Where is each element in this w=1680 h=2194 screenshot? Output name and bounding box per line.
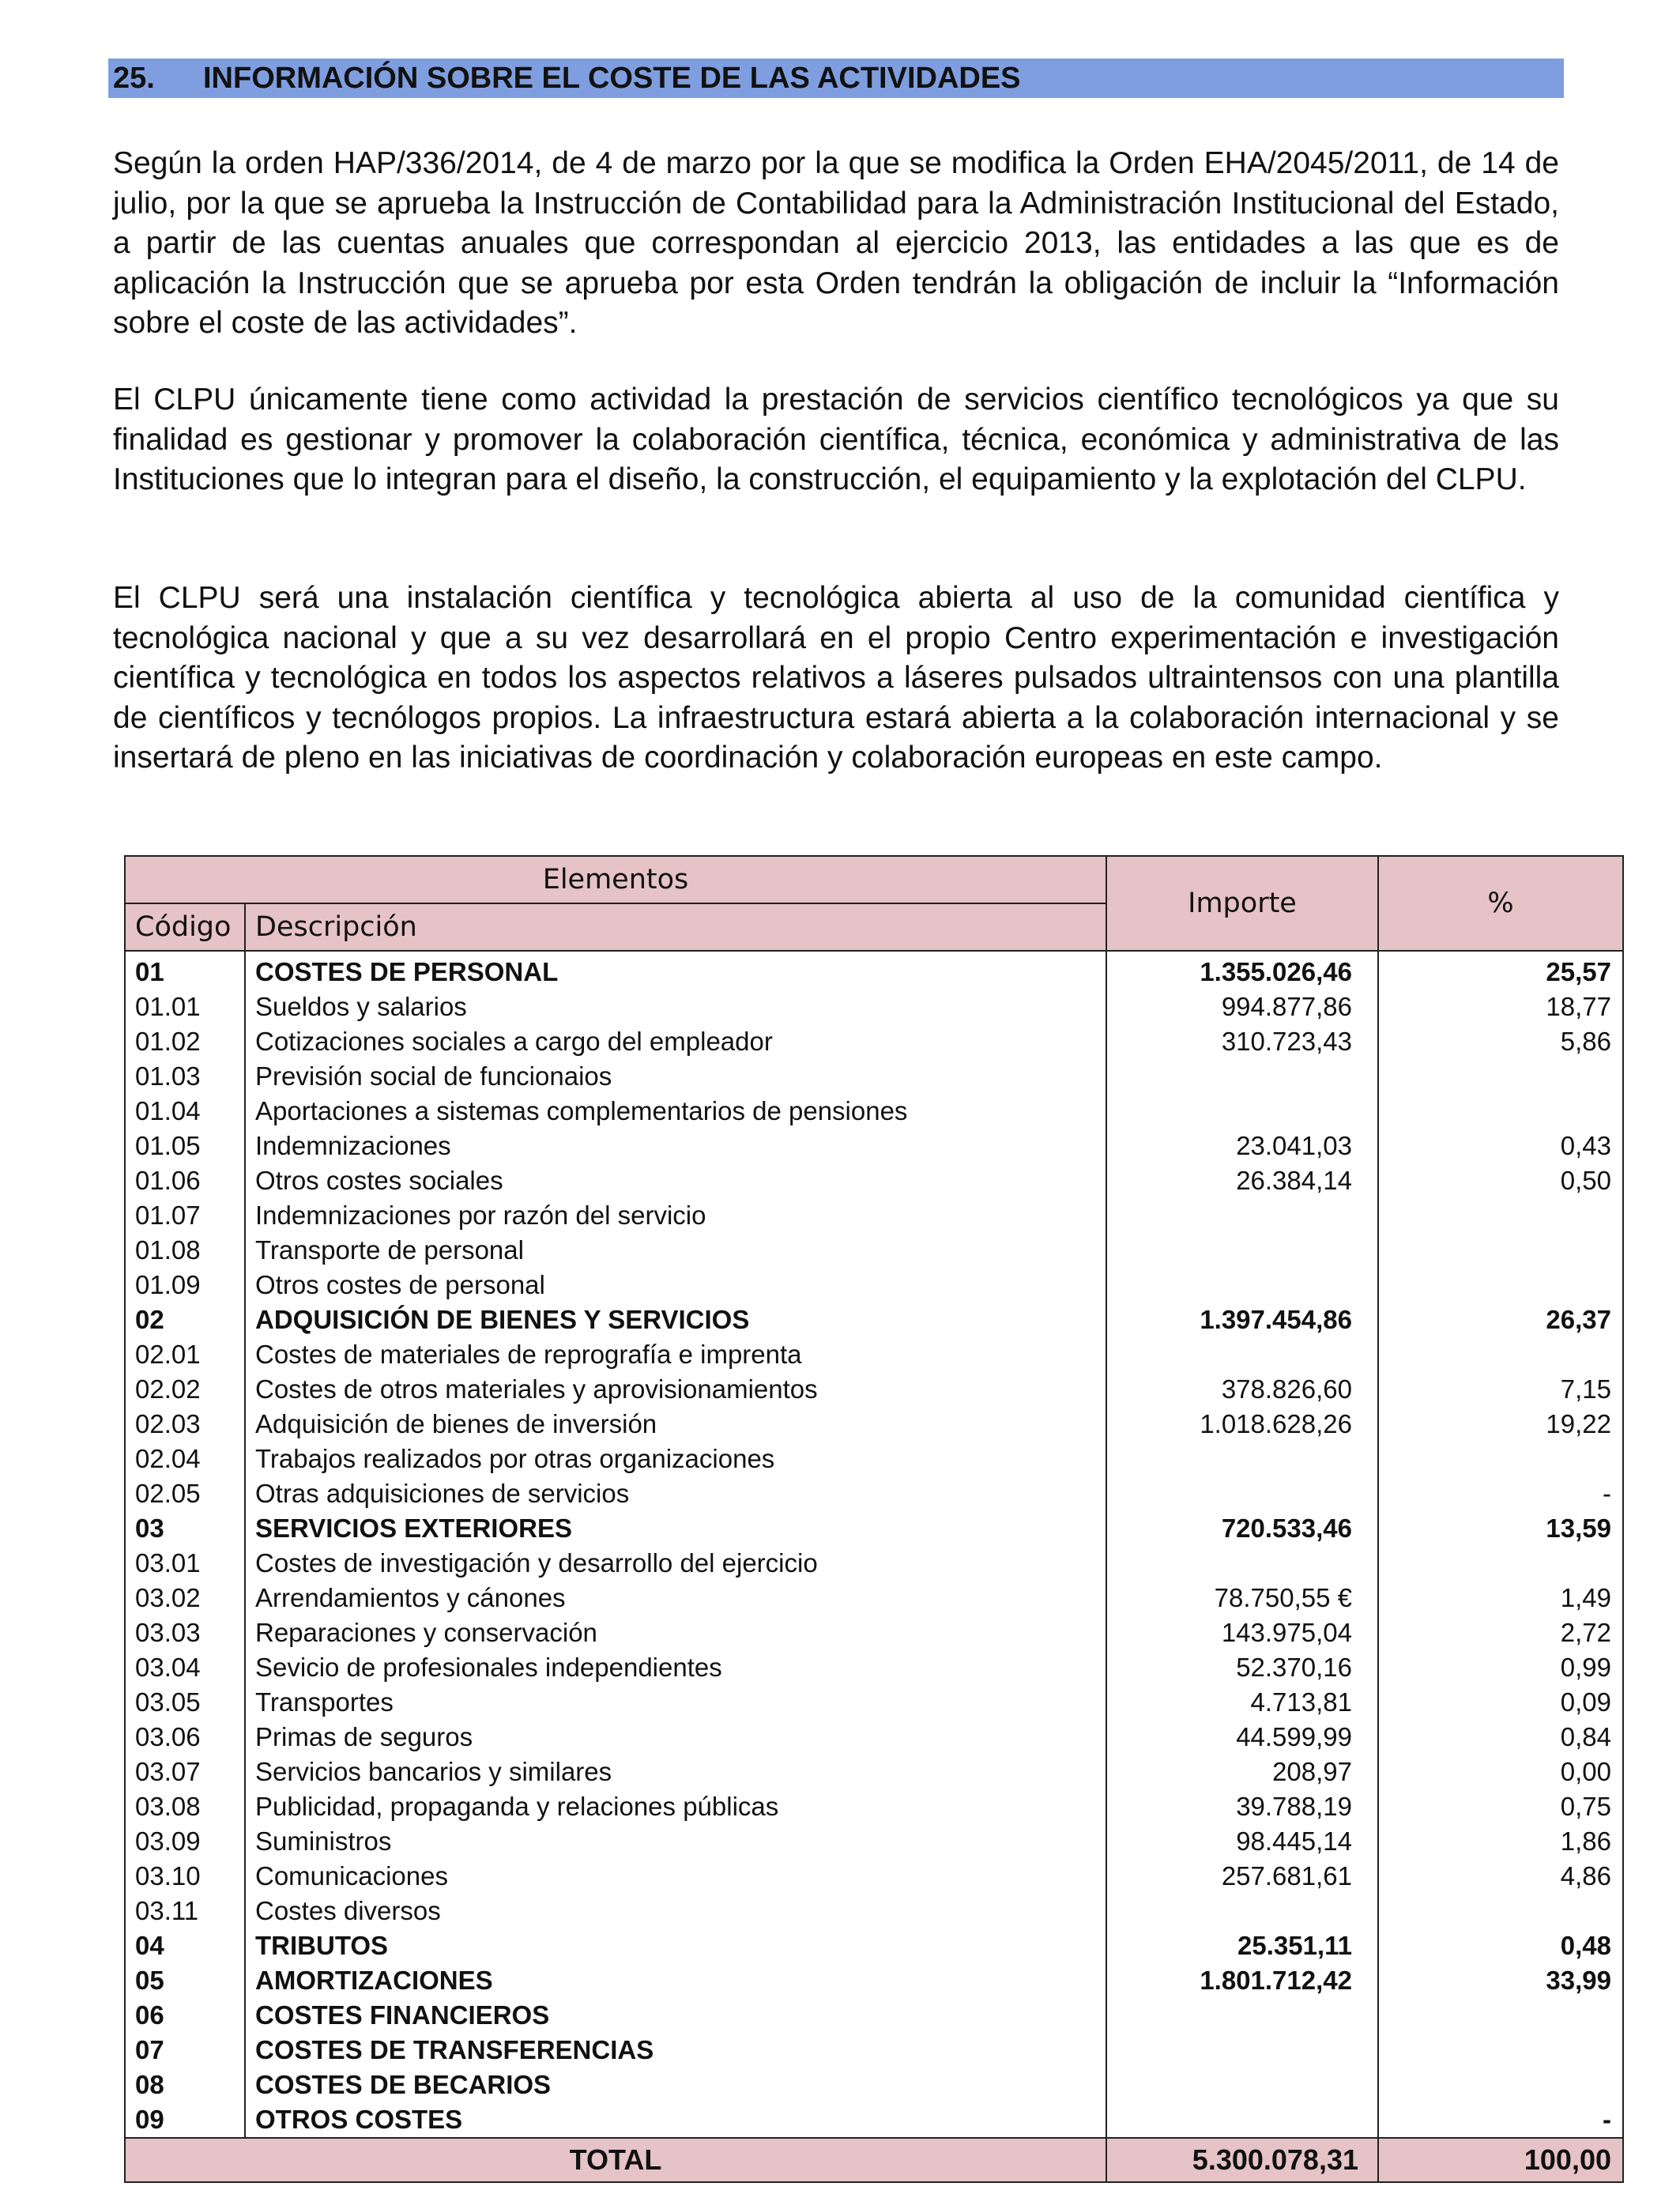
row-amount: 39.788,19: [1106, 1789, 1378, 1824]
row-code: 03.06: [125, 1720, 245, 1755]
row-percent: [1378, 2068, 1623, 2102]
row-code: 03.05: [125, 1685, 245, 1720]
row-amount: [1106, 1059, 1378, 1094]
row-percent: 25,57: [1378, 951, 1623, 990]
row-code: 04: [125, 1928, 245, 1963]
row-code: 01.09: [125, 1268, 245, 1302]
header-amount: Importe: [1106, 856, 1378, 951]
row-amount: 98.445,14: [1106, 1824, 1378, 1859]
row-description: Costes de investigación y desarrollo del ejercicio: [245, 1546, 1106, 1581]
row-percent: 0,50: [1378, 1163, 1623, 1198]
row-code: 03: [125, 1511, 245, 1546]
header-description: Descripción: [245, 903, 1106, 951]
cost-table: [124, 855, 1624, 2183]
row-description: TRIBUTOS: [245, 1928, 1106, 1963]
row-code: 02.01: [125, 1337, 245, 1372]
row-description: Suministros: [245, 1824, 1106, 1859]
row-code: 03.11: [125, 1894, 245, 1928]
row-code: 03.07: [125, 1755, 245, 1789]
row-description: Primas de seguros: [245, 1720, 1106, 1755]
row-description: Sueldos y salarios: [245, 990, 1106, 1024]
row-amount: [1106, 1476, 1378, 1511]
table-row: [125, 2033, 1623, 2068]
row-description: Publicidad, propaganda y relaciones públicas: [245, 1789, 1106, 1824]
row-percent: [1378, 1198, 1623, 1233]
row-percent: 0,00: [1378, 1755, 1623, 1789]
total-label: TOTAL: [125, 2138, 1106, 2182]
row-percent: 33,99: [1378, 1963, 1623, 1998]
table-row: [125, 1581, 1623, 1615]
row-percent: 0,48: [1378, 1928, 1623, 1963]
row-amount: 78.750,55 €: [1106, 1581, 1378, 1615]
row-code: 03.02: [125, 1581, 245, 1615]
row-code: 03.04: [125, 1650, 245, 1685]
row-percent: [1378, 1894, 1623, 1928]
row-percent: 0,09: [1378, 1685, 1623, 1720]
row-description: COSTES DE BECARIOS: [245, 2068, 1106, 2102]
table-row: [125, 1094, 1623, 1129]
row-amount: [1106, 1198, 1378, 1233]
row-percent: 1,86: [1378, 1824, 1623, 1859]
table-row: [125, 1233, 1623, 1268]
row-amount: 1.801.712,42: [1106, 1963, 1378, 1998]
row-description: Costes de materiales de reprografía e imprenta: [245, 1337, 1106, 1372]
row-description: Reparaciones y conservación: [245, 1615, 1106, 1650]
row-percent: [1378, 2033, 1623, 2068]
row-amount: 143.975,04: [1106, 1615, 1378, 1650]
row-description: Costes de otros materiales y aprovisionamientos: [245, 1372, 1106, 1407]
row-code: 02.05: [125, 1476, 245, 1511]
row-percent: 7,15: [1378, 1372, 1623, 1407]
table-row: [125, 1268, 1623, 1302]
row-percent: 4,86: [1378, 1859, 1623, 1894]
table-row: [125, 1894, 1623, 1928]
row-amount: [1106, 1998, 1378, 2033]
row-percent: 0,84: [1378, 1720, 1623, 1755]
row-amount: [1106, 1094, 1378, 1129]
table-row: [125, 1198, 1623, 1233]
total-amount: 5.300.078,31: [1106, 2138, 1378, 2182]
row-amount: 257.681,61: [1106, 1859, 1378, 1894]
table-row: [125, 1998, 1623, 2033]
row-code: 01.04: [125, 1094, 245, 1129]
row-description: Trabajos realizados por otras organizaciones: [245, 1442, 1106, 1476]
row-description: COSTES DE PERSONAL: [245, 951, 1106, 990]
section-number: 25.: [113, 61, 155, 95]
row-amount: [1106, 1233, 1378, 1268]
row-description: AMORTIZACIONES: [245, 1963, 1106, 1998]
row-amount: 994.877,86: [1106, 990, 1378, 1024]
row-percent: [1378, 1442, 1623, 1476]
row-percent: [1378, 1233, 1623, 1268]
row-code: 01: [125, 951, 245, 990]
table-row: [125, 1476, 1623, 1511]
table-row: [125, 1720, 1623, 1755]
row-code: 01.03: [125, 1059, 245, 1094]
row-description: Aportaciones a sistemas complementarios de pensiones: [245, 1094, 1106, 1129]
row-code: 01.01: [125, 990, 245, 1024]
row-description: Arrendamientos y cánones: [245, 1581, 1106, 1615]
row-amount: [1106, 1442, 1378, 1476]
table-row: [125, 2102, 1623, 2138]
paragraph-activity: El CLPU únicamente tiene como actividad la prestación de servicios científico tecnológicos ya que su finalidad es gestionar y promover la colaboración científica, técnica, económica y administrativa de las Instituciones que lo integran para el diseño, la construcción, el equipamiento y la explotación del CLPU.: [113, 383, 1559, 496]
table-row: [125, 1024, 1623, 1059]
table-row: [125, 1129, 1623, 1163]
row-percent: [1378, 1059, 1623, 1094]
cost-table-header: [125, 856, 1623, 951]
row-description: Costes diversos: [245, 1894, 1106, 1928]
row-description: Indemnizaciones por razón del servicio: [245, 1198, 1106, 1233]
header-elements: Elementos: [125, 856, 1106, 903]
row-amount: 25.351,11: [1106, 1928, 1378, 1963]
cost-table-footer: [125, 2138, 1623, 2182]
table-row: [125, 1372, 1623, 1407]
row-amount: 720.533,46: [1106, 1511, 1378, 1546]
row-amount: 208,97: [1106, 1755, 1378, 1789]
table-row: [125, 1755, 1623, 1789]
table-row: [125, 1059, 1623, 1094]
row-code: 02.02: [125, 1372, 245, 1407]
table-row: [125, 1650, 1623, 1685]
row-amount: 310.723,43: [1106, 1024, 1378, 1059]
table-row: [125, 1859, 1623, 1894]
row-code: 03.08: [125, 1789, 245, 1824]
row-amount: 4.713,81: [1106, 1685, 1378, 1720]
row-percent: 2,72: [1378, 1615, 1623, 1650]
row-percent: -: [1378, 1476, 1623, 1511]
row-amount: 378.826,60: [1106, 1372, 1378, 1407]
row-amount: [1106, 1546, 1378, 1581]
table-row: [125, 951, 1623, 990]
row-description: SERVICIOS EXTERIORES: [245, 1511, 1106, 1546]
row-code: 08: [125, 2068, 245, 2102]
row-amount: [1106, 2068, 1378, 2102]
total-row: [125, 2138, 1623, 2182]
row-code: 01.05: [125, 1129, 245, 1163]
row-percent: [1378, 1998, 1623, 2033]
row-description: Otros costes de personal: [245, 1268, 1106, 1302]
row-description: Sevicio de profesionales independientes: [245, 1650, 1106, 1685]
row-code: 03.10: [125, 1859, 245, 1894]
row-code: 03.03: [125, 1615, 245, 1650]
header-percent: %: [1378, 856, 1623, 951]
row-amount: 23.041,03: [1106, 1129, 1378, 1163]
row-code: 02.04: [125, 1442, 245, 1476]
row-amount: 52.370,16: [1106, 1650, 1378, 1685]
row-amount: 1.397.454,86: [1106, 1302, 1378, 1337]
row-description: Cotizaciones sociales a cargo del empleador: [245, 1024, 1106, 1059]
table-row: [125, 1615, 1623, 1650]
row-percent: 1,49: [1378, 1581, 1623, 1615]
table-row: [125, 1302, 1623, 1337]
row-amount: 1.355.026,46: [1106, 951, 1378, 990]
row-amount: [1106, 1894, 1378, 1928]
row-code: 03.01: [125, 1546, 245, 1581]
table-row: [125, 1511, 1623, 1546]
row-code: 01.08: [125, 1233, 245, 1268]
table-row: [125, 1546, 1623, 1581]
row-amount: 44.599,99: [1106, 1720, 1378, 1755]
row-percent: [1378, 1268, 1623, 1302]
row-percent: 0,75: [1378, 1789, 1623, 1824]
row-code: 02: [125, 1302, 245, 1337]
row-code: 06: [125, 1998, 245, 2033]
table-row: [125, 2068, 1623, 2102]
row-code: 07: [125, 2033, 245, 2068]
row-amount: [1106, 1268, 1378, 1302]
row-description: Transportes: [245, 1685, 1106, 1720]
row-code: 03.09: [125, 1824, 245, 1859]
row-description: Adquisición de bienes de inversión: [245, 1407, 1106, 1442]
row-description: OTROS COSTES: [245, 2102, 1106, 2138]
row-amount: [1106, 1337, 1378, 1372]
row-percent: [1378, 1337, 1623, 1372]
row-amount: 1.018.628,26: [1106, 1407, 1378, 1442]
row-description: Comunicaciones: [245, 1859, 1106, 1894]
row-description: Indemnizaciones: [245, 1129, 1106, 1163]
table-row: [125, 1337, 1623, 1372]
table-row: [125, 1824, 1623, 1859]
table-row: [125, 1789, 1623, 1824]
row-code: 05: [125, 1963, 245, 1998]
table-row: [125, 1928, 1623, 1963]
table-row: [125, 1685, 1623, 1720]
row-percent: [1378, 1546, 1623, 1581]
section-title: INFORMACIÓN SOBRE EL COSTE DE LAS ACTIVIDADES: [203, 61, 1021, 95]
row-amount: [1106, 2033, 1378, 2068]
row-percent: 5,86: [1378, 1024, 1623, 1059]
table-row: [125, 1163, 1623, 1198]
row-percent: 18,77: [1378, 990, 1623, 1024]
table-row: [125, 1407, 1623, 1442]
cost-table-body: [125, 951, 1623, 2138]
row-percent: -: [1378, 2102, 1623, 2138]
row-description: Previsión social de funcionaios: [245, 1059, 1106, 1094]
section-heading: [108, 58, 1564, 98]
row-percent: 13,59: [1378, 1511, 1623, 1546]
row-description: Otras adquisiciones de servicios: [245, 1476, 1106, 1511]
total-percent: 100,00: [1378, 2138, 1623, 2182]
header-code: Código: [125, 903, 245, 951]
row-percent: 26,37: [1378, 1302, 1623, 1337]
paragraph-intro: Según la orden HAP/336/2014, de 4 de marzo por la que se modifica la Orden EHA/2045/2011, de 14 de julio, por la que se aprueba la Instrucción de Contabilidad para la Administración Institucional del Estado, a partir de las cuentas anuales que correspondan al ejercicio 2013, las entidades a las que es de aplicación la Instrucción que se aprueba por esta Orden tendrán la obligación de incluir la “Información sobre el coste de las actividades”.: [113, 146, 1559, 340]
row-amount: [1106, 2102, 1378, 2138]
paragraph-facility: El CLPU será una instalación científica y tecnológica abierta al uso de la comunidad científica y tecnológica nacional y que a su vez desarrollará en el propio Centro experimentación e investigación científica y tecnológica en todos los aspectos relativos a láseres pulsados ultraintensos con una plantilla de científicos y tecnólogos propios. La infraestructura estará abierta a la colaboración internacional y se insertará de pleno en las iniciativas de coordinación y colaboración europeas en este campo.: [113, 581, 1559, 775]
row-percent: [1378, 1094, 1623, 1129]
row-code: 01.02: [125, 1024, 245, 1059]
row-description: Otros costes sociales: [245, 1163, 1106, 1198]
row-code: 09: [125, 2102, 245, 2138]
row-amount: 26.384,14: [1106, 1163, 1378, 1198]
row-percent: 0,99: [1378, 1650, 1623, 1685]
row-percent: 0,43: [1378, 1129, 1623, 1163]
row-description: ADQUISICIÓN DE BIENES Y SERVICIOS: [245, 1302, 1106, 1337]
row-description: COSTES DE TRANSFERENCIAS: [245, 2033, 1106, 2068]
row-code: 01.07: [125, 1198, 245, 1233]
table-row: [125, 1442, 1623, 1476]
table-row: [125, 1963, 1623, 1998]
row-code: 02.03: [125, 1407, 245, 1442]
row-code: 01.06: [125, 1163, 245, 1198]
row-description: Servicios bancarios y similares: [245, 1755, 1106, 1789]
row-percent: 19,22: [1378, 1407, 1623, 1442]
row-description: Transporte de personal: [245, 1233, 1106, 1268]
table-row: [125, 990, 1623, 1024]
row-description: COSTES FINANCIEROS: [245, 1998, 1106, 2033]
